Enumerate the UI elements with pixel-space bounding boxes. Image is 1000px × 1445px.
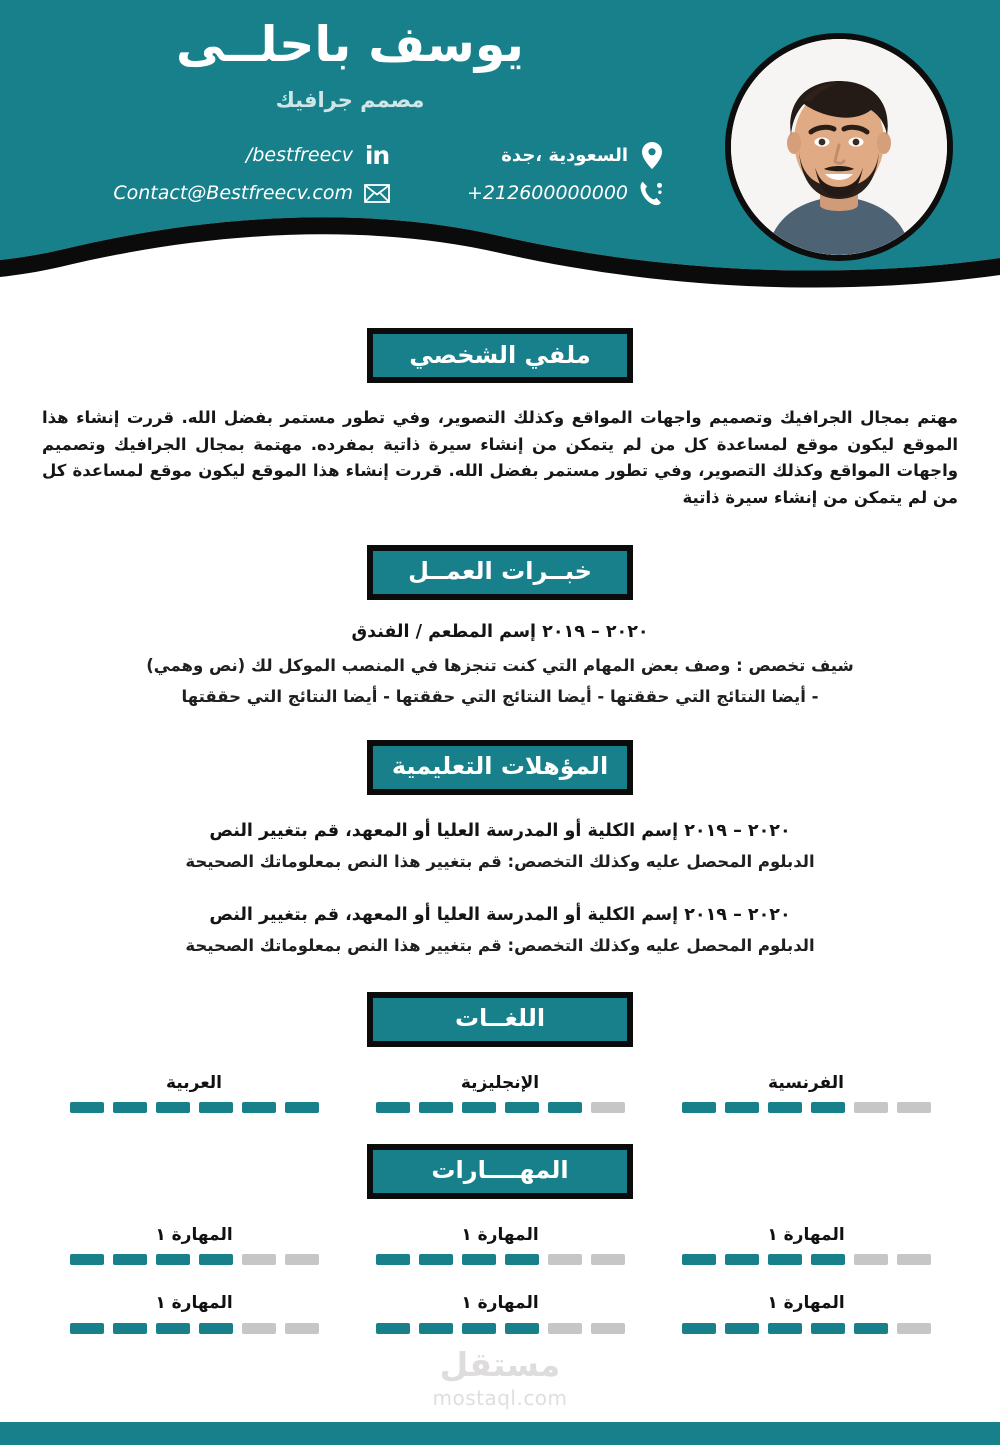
rating-segment: [591, 1102, 625, 1113]
rating-segment: [768, 1102, 802, 1113]
rating-segment: [725, 1323, 759, 1334]
section-title-skills: المهــــارات: [431, 1156, 569, 1185]
section-title-languages: اللغــات: [454, 1004, 546, 1032]
rating-segment: [854, 1102, 888, 1113]
watermark-arabic: مستقل: [439, 1345, 561, 1384]
rating-segment: [811, 1323, 845, 1334]
rating-segment: [548, 1254, 582, 1265]
skills-rating-row: [0, 1293, 1000, 1333]
job-title: مصمم جرافيك: [275, 88, 425, 112]
rating-segment: [811, 1254, 845, 1265]
rating-segment: [548, 1323, 582, 1334]
watermark: [0, 1345, 1000, 1410]
rating-segment: [113, 1254, 147, 1265]
skill-label: المهارة ١: [767, 1224, 845, 1245]
experience-entry-title: ٢٠٢٠ – ٢٠١٩ إسم المطعم / الفندق: [351, 621, 649, 642]
section-skills: [0, 1144, 1000, 1334]
rating-segment: [768, 1254, 802, 1265]
rating-segment: [768, 1323, 802, 1334]
section-header-experience: [0, 545, 1000, 600]
section-header-profile: [0, 328, 1000, 383]
rating-segment: [156, 1323, 190, 1334]
contact-email[interactable]: [90, 174, 390, 212]
contact-linkedin[interactable]: [90, 136, 390, 174]
rating-segment: [199, 1102, 233, 1113]
rating-cell: [653, 1225, 959, 1265]
language-label: العربية: [165, 1072, 222, 1093]
skill-label: المهارة ١: [155, 1293, 233, 1314]
rating-segment: [70, 1254, 104, 1265]
languages-rating-grid: [0, 1073, 1000, 1113]
rating-segment: [70, 1323, 104, 1334]
language-label: الفرنسية: [768, 1072, 844, 1093]
avatar-photo: [731, 39, 947, 255]
header-banner: [0, 0, 1000, 300]
experience-entry-line: شيف تخصص : وصف بعض المهام التي كنت تنجزها في المنصب الموكل لك (نص وهمي): [146, 656, 854, 676]
rating-segment: [242, 1254, 276, 1265]
rating-segment: [199, 1323, 233, 1334]
rating-segment: [725, 1254, 759, 1265]
location-text: السعودية ،جدة: [501, 144, 628, 166]
phone-number: +212600000000: [467, 182, 628, 204]
rating-segment: [376, 1323, 410, 1334]
skill-label: المهارة ١: [461, 1293, 539, 1314]
rating-segment: [70, 1102, 104, 1113]
education-entry-line: الدبلوم المحصل عليه وكذلك التخصص: قم بتغيير هذا النص بمعلوماتك الصحيحة: [185, 851, 815, 871]
page-title: يوسف باحلــى: [176, 16, 524, 73]
rating-segment: [854, 1254, 888, 1265]
rating-segment: [376, 1102, 410, 1113]
rating-segment: [462, 1102, 496, 1113]
rating-segment: [419, 1102, 453, 1113]
section-header-languages: [0, 992, 1000, 1047]
rating-segment: [285, 1323, 319, 1334]
envelope-icon: [364, 179, 390, 207]
rating-cell: [41, 1225, 347, 1265]
rating-segment: [462, 1323, 496, 1334]
rating-segment: [897, 1254, 931, 1265]
rating-segment: [897, 1323, 931, 1334]
section-header-education: [0, 740, 1000, 795]
education-entry-line: الدبلوم المحصل عليه وكذلك التخصص: قم بتغيير هذا النص بمعلوماتك الصحيحة: [185, 935, 815, 955]
rating-cell: [653, 1073, 959, 1113]
profile-summary-text: مهتم بمجال الجرافيك وتصميم واجهات المواقع وكذلك التصوير، وفي تطور مستمر بفضل الله. قررت إنشاء هذا الموقع ليكون موقع لمساعدة كل من لم يتمكن من إنشاء سيرة ذاتية بمفرده. مهتمة بمجال الجرافيك وتصميم واجهات المواقع وكذلك التصوير، وفي تطور مستمر بفضل الله. قررت إنشاء هذا الموقع ليكون موقع لمساعدة كل من لم يتمكن من إنشاء سيرة ذاتية: [42, 408, 958, 508]
rating-cell: [41, 1293, 347, 1333]
language-label: الإنجليزية: [460, 1072, 540, 1093]
section-education: [0, 740, 1000, 960]
skill-label: المهارة ١: [461, 1224, 539, 1245]
contact-group-physical: [435, 136, 665, 212]
rating-segment: [156, 1102, 190, 1113]
rating-segment: [811, 1102, 845, 1113]
rating-segment: [376, 1254, 410, 1265]
rating-segment: [505, 1254, 539, 1265]
rating-segment: [285, 1102, 319, 1113]
skill-rating-bar: [653, 1254, 959, 1265]
skill-rating-bar: [41, 1254, 347, 1265]
rating-segment: [113, 1323, 147, 1334]
section-profile: [0, 328, 1000, 512]
linkedin-handle: /bestfreecv: [245, 144, 353, 166]
section-experience: [0, 545, 1000, 711]
skills-rating-row: [0, 1225, 1000, 1265]
rating-segment: [682, 1254, 716, 1265]
avatar: [725, 33, 953, 261]
rating-segment: [242, 1102, 276, 1113]
rating-segment: [725, 1102, 759, 1113]
contact-phone[interactable]: [435, 174, 665, 212]
rating-cell: [347, 1073, 653, 1113]
experience-entry: [0, 619, 1000, 711]
rating-segment: [591, 1254, 625, 1265]
rating-segment: [591, 1323, 625, 1334]
language-rating-bar: [653, 1102, 959, 1113]
section-header-skills: [0, 1144, 1000, 1199]
rating-segment: [285, 1254, 319, 1265]
education-entry: [0, 818, 1000, 876]
skill-rating-bar: [41, 1323, 347, 1334]
rating-cell: [347, 1225, 653, 1265]
education-entry-title: ٢٠٢٠ – ٢٠١٩ إسم الكلية أو المدرسة العليا أو المعهد، قم بتغيير النص: [209, 904, 791, 925]
skill-label: المهارة ١: [155, 1224, 233, 1245]
email-address: Contact@Bestfreecv.com: [113, 182, 353, 204]
cv-body: [0, 300, 1000, 1334]
footer-bar: [0, 1422, 1000, 1445]
section-title-profile: ملفي الشخصي: [409, 340, 591, 369]
rating-segment: [548, 1102, 582, 1113]
section-languages: [0, 992, 1000, 1113]
portrait-illustration: [731, 39, 947, 255]
section-title-experience: خبــرات العمــل: [408, 557, 592, 586]
rating-segment: [505, 1102, 539, 1113]
rating-segment: [854, 1323, 888, 1334]
section-title-education: المؤهلات التعليمية: [391, 752, 609, 781]
rating-segment: [419, 1254, 453, 1265]
location-pin-icon: [639, 141, 665, 169]
rating-segment: [419, 1323, 453, 1334]
contact-location: [435, 136, 665, 174]
rating-segment: [505, 1323, 539, 1334]
skill-label: المهارة ١: [767, 1293, 845, 1314]
language-rating-bar: [347, 1102, 653, 1113]
experience-entry-line: - أيضا النتائج التي حققتها - أيضا النتائج التي حققتها - أيضا النتائج التي حققتها: [181, 686, 819, 706]
education-entry: [0, 902, 1000, 960]
skill-rating-bar: [653, 1323, 959, 1334]
rating-segment: [462, 1254, 496, 1265]
rating-segment: [199, 1254, 233, 1265]
rating-cell: [347, 1293, 653, 1333]
rating-segment: [113, 1102, 147, 1113]
rating-segment: [897, 1102, 931, 1113]
linkedin-icon: in: [364, 140, 390, 170]
rating-segment: [682, 1323, 716, 1334]
education-entry-title: ٢٠٢٠ – ٢٠١٩ إسم الكلية أو المدرسة العليا أو المعهد، قم بتغيير النص: [209, 820, 791, 841]
skill-rating-bar: [347, 1323, 653, 1334]
rating-segment: [242, 1323, 276, 1334]
language-rating-bar: [41, 1102, 347, 1113]
rating-cell: [653, 1293, 959, 1333]
contact-group-online: [90, 136, 390, 212]
rating-cell: [41, 1073, 347, 1113]
rating-segment: [156, 1254, 190, 1265]
skill-rating-bar: [347, 1254, 653, 1265]
phone-icon: [639, 179, 665, 207]
watermark-latin: mostaql.com: [432, 1386, 568, 1410]
rating-segment: [682, 1102, 716, 1113]
